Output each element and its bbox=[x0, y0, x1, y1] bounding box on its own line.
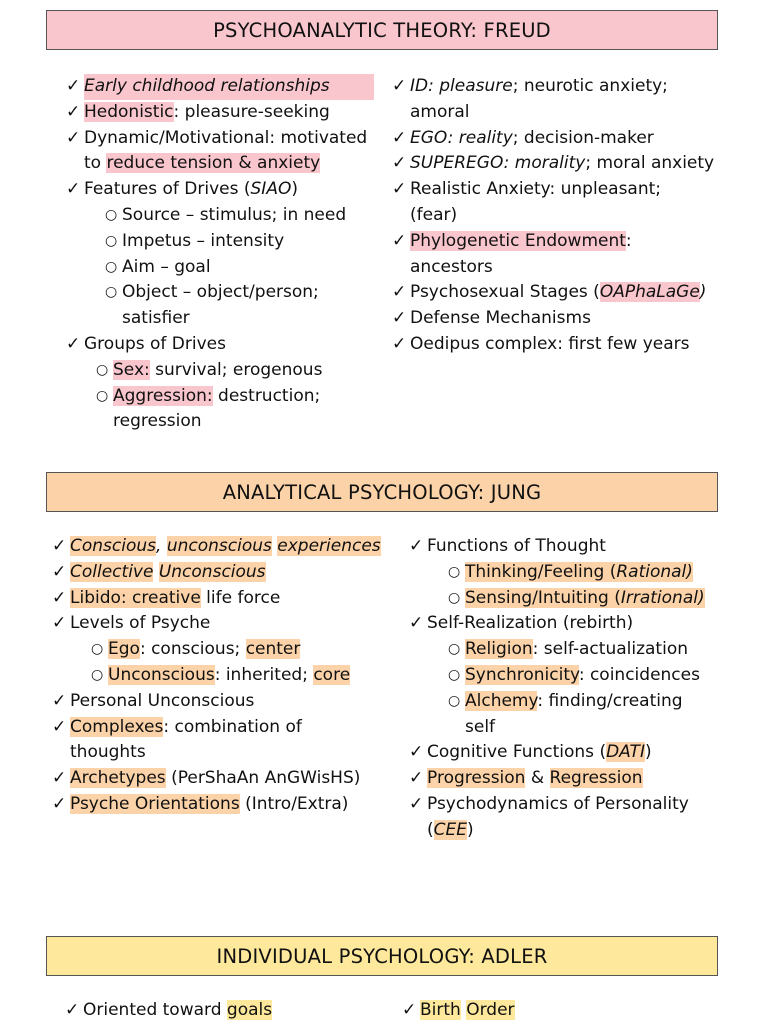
item-text: Personal Unconscious bbox=[70, 690, 255, 711]
item-text: amoral bbox=[410, 101, 470, 122]
item-text: Thinking/Feeling ( bbox=[465, 561, 617, 582]
item-text: ; moral anxiety bbox=[585, 153, 715, 174]
freud-section-header: PSYCHOANALYTIC THEORY: FREUD bbox=[46, 10, 718, 50]
check-icon: ✓ bbox=[52, 561, 67, 582]
item-text: Archetypes bbox=[70, 768, 166, 789]
list-item bbox=[392, 229, 714, 255]
list-item bbox=[427, 818, 705, 844]
item-text: Realistic Anxiety: unpleasant; bbox=[410, 179, 662, 200]
item-text: ancestors bbox=[410, 256, 493, 277]
item-text: Collective bbox=[70, 561, 154, 582]
item-text: reduce tension & anxiety bbox=[106, 153, 321, 174]
item-text: Sex: bbox=[113, 359, 150, 380]
item-text: : self-actualization bbox=[532, 639, 688, 660]
item-text: Early childhood relationships bbox=[84, 76, 330, 96]
circle-bullet-icon: ○ bbox=[91, 641, 104, 658]
check-icon: ✓ bbox=[409, 768, 424, 789]
item-text: experiences bbox=[277, 536, 381, 556]
item-text: Synchronicity bbox=[465, 664, 579, 685]
item-text: Aim – goal bbox=[122, 256, 211, 277]
item-text: : pleasure-seeking bbox=[173, 101, 330, 122]
list-item bbox=[448, 663, 705, 689]
list-item bbox=[392, 332, 714, 358]
circle-bullet-icon: ○ bbox=[105, 206, 118, 223]
adler-left-column bbox=[65, 998, 273, 1024]
item-text: Religion bbox=[465, 639, 533, 660]
jung-section-header: ANALYTICAL PSYCHOLOGY: JUNG bbox=[46, 472, 718, 512]
list-item bbox=[65, 998, 273, 1024]
item-text: regression bbox=[113, 411, 202, 432]
check-icon: ✓ bbox=[392, 127, 407, 148]
item-text: Oriented toward bbox=[83, 1000, 227, 1020]
list-item bbox=[52, 689, 381, 715]
list-item bbox=[448, 586, 705, 612]
check-icon: ✓ bbox=[392, 153, 407, 174]
item-text: : inherited; bbox=[214, 664, 314, 685]
list-item bbox=[122, 306, 374, 332]
list-item bbox=[113, 409, 374, 435]
item-text: Aggression: bbox=[113, 385, 213, 406]
list-item bbox=[392, 280, 714, 306]
check-icon: ✓ bbox=[65, 1000, 80, 1020]
list-item bbox=[52, 766, 381, 792]
item-text: SUPEREGO: morality bbox=[410, 153, 586, 174]
item-text: Impetus – intensity bbox=[122, 230, 285, 251]
list-item bbox=[392, 126, 714, 152]
item-text: ) bbox=[467, 819, 474, 840]
list-item bbox=[105, 280, 374, 306]
item-text: Irrational) bbox=[620, 587, 705, 608]
item-text: SIAO bbox=[250, 179, 292, 200]
item-text: Psychosexual Stages ( bbox=[410, 282, 600, 303]
check-icon: ✓ bbox=[409, 613, 424, 634]
list-item bbox=[52, 586, 381, 612]
item-text: & bbox=[525, 768, 550, 789]
check-icon: ✓ bbox=[66, 333, 81, 354]
item-text: Self-Realization (rebirth) bbox=[427, 613, 634, 634]
list-item bbox=[66, 100, 374, 126]
item-text: Phylogenetic Endowment bbox=[410, 230, 626, 251]
list-item bbox=[410, 255, 714, 281]
list-item bbox=[66, 177, 374, 203]
item-text: EGO: reality bbox=[410, 127, 513, 148]
item-text: Libido: creative bbox=[70, 587, 201, 608]
check-icon: ✓ bbox=[66, 101, 81, 122]
check-icon: ✓ bbox=[409, 742, 424, 763]
check-icon: ✓ bbox=[52, 716, 67, 737]
list-item bbox=[410, 100, 714, 126]
list-item bbox=[91, 663, 381, 689]
item-text: Sensing/Intuiting ( bbox=[465, 587, 621, 608]
freud-left-column bbox=[66, 74, 374, 435]
item-text: Groups of Drives bbox=[84, 333, 226, 354]
item-text: Levels of Psyche bbox=[70, 613, 211, 634]
circle-bullet-icon: ○ bbox=[448, 666, 461, 683]
item-text: ) bbox=[644, 742, 652, 763]
item-text: life force bbox=[200, 587, 281, 608]
item-text: Source – stimulus; in need bbox=[122, 204, 347, 225]
item-text: Birth bbox=[420, 1000, 461, 1020]
check-icon: ✓ bbox=[392, 179, 407, 200]
item-text: Psychodynamics of Personality bbox=[427, 793, 689, 814]
list-item bbox=[448, 689, 705, 715]
list-item bbox=[448, 637, 705, 663]
item-text: destruction; bbox=[212, 385, 321, 406]
check-icon: ✓ bbox=[409, 793, 424, 814]
check-icon: ✓ bbox=[402, 1000, 417, 1020]
list-item bbox=[410, 203, 714, 229]
item-text: Defense Mechanisms bbox=[410, 308, 591, 329]
item-text: ) bbox=[291, 179, 298, 200]
item-text: ; decision-maker bbox=[512, 127, 654, 148]
check-icon: ✓ bbox=[52, 690, 67, 711]
item-text: core bbox=[313, 664, 351, 685]
check-icon: ✓ bbox=[66, 76, 81, 96]
list-item bbox=[70, 740, 381, 766]
item-text: : conscious; bbox=[139, 639, 246, 660]
circle-bullet-icon: ○ bbox=[448, 589, 461, 606]
item-text: : bbox=[625, 230, 632, 251]
check-icon: ✓ bbox=[392, 76, 407, 96]
list-item bbox=[409, 611, 705, 637]
list-item bbox=[105, 255, 374, 281]
check-icon: ✓ bbox=[392, 308, 407, 329]
item-text: to bbox=[84, 153, 107, 174]
list-item bbox=[448, 560, 705, 586]
list-item bbox=[52, 715, 381, 741]
item-text: Unconscious bbox=[158, 561, 266, 582]
list-item bbox=[52, 534, 381, 560]
item-text: Regression bbox=[549, 768, 643, 789]
list-item bbox=[52, 792, 381, 818]
item-text: Rational) bbox=[616, 561, 693, 582]
circle-bullet-icon: ○ bbox=[96, 361, 109, 378]
item-text: CEE bbox=[433, 819, 467, 840]
freud-right-column bbox=[392, 74, 715, 358]
item-text: ( bbox=[427, 819, 434, 840]
item-text: Features of Drives ( bbox=[84, 179, 251, 200]
check-icon: ✓ bbox=[52, 587, 67, 608]
item-text: Functions of Thought bbox=[427, 536, 606, 556]
circle-bullet-icon: ○ bbox=[91, 666, 104, 683]
check-icon: ✓ bbox=[52, 793, 67, 814]
check-icon: ✓ bbox=[52, 536, 67, 556]
check-icon: ✓ bbox=[409, 536, 424, 556]
item-text: Object – object/person; bbox=[122, 282, 319, 303]
list-item bbox=[96, 384, 374, 410]
item-text: Order bbox=[466, 1000, 515, 1020]
freud-left-clip bbox=[60, 74, 390, 438]
item-text: Progression bbox=[427, 768, 526, 789]
item-text: Cognitive Functions ( bbox=[427, 742, 607, 763]
item-text: survival; erogenous bbox=[149, 359, 323, 380]
item-text: Complexes bbox=[70, 716, 164, 737]
item-text: goals bbox=[226, 1000, 273, 1020]
list-item bbox=[409, 740, 705, 766]
item-text: : finding/creating bbox=[537, 690, 683, 711]
circle-bullet-icon: ○ bbox=[105, 232, 118, 249]
item-text: Psyche Orientations bbox=[70, 793, 240, 814]
circle-bullet-icon: ○ bbox=[105, 284, 118, 301]
list-item bbox=[392, 151, 715, 177]
check-icon: ✓ bbox=[392, 282, 407, 303]
circle-bullet-icon: ○ bbox=[448, 641, 461, 658]
circle-bullet-icon: ○ bbox=[96, 387, 109, 404]
list-item bbox=[91, 637, 381, 663]
list-item bbox=[105, 229, 374, 255]
list-item bbox=[52, 611, 381, 637]
list-item bbox=[392, 306, 714, 332]
item-text: center bbox=[245, 639, 301, 660]
adler-right-column bbox=[402, 998, 515, 1024]
list-item bbox=[409, 766, 705, 792]
item-text: Unconscious bbox=[108, 664, 215, 685]
list-item bbox=[66, 74, 374, 100]
item-text: DATI bbox=[606, 742, 645, 763]
item-text: ) bbox=[699, 282, 707, 303]
item-text: satisfier bbox=[122, 308, 190, 329]
item-text: Ego bbox=[108, 639, 140, 660]
jung-left-column bbox=[52, 534, 381, 818]
item-text: Alchemy bbox=[465, 690, 538, 711]
check-icon: ✓ bbox=[392, 333, 407, 354]
list-item bbox=[66, 332, 374, 358]
item-text: OAPhaLaGe bbox=[599, 282, 700, 303]
item-text: Oedipus complex: first few years bbox=[410, 333, 690, 354]
list-item bbox=[409, 534, 705, 560]
list-item bbox=[465, 715, 705, 741]
item-text: (fear) bbox=[410, 204, 458, 225]
item-text: : coincidences bbox=[578, 664, 700, 685]
item-text: unconscious bbox=[166, 536, 272, 556]
item-text: (Intro/Extra) bbox=[239, 793, 349, 814]
item-text: ID: pleasure bbox=[410, 76, 513, 96]
list-item bbox=[66, 126, 374, 152]
jung-right-column bbox=[409, 534, 705, 844]
item-text: ; neurotic anxiety; bbox=[512, 76, 668, 96]
adler-section-header: INDIVIDUAL PSYCHOLOGY: ADLER bbox=[46, 936, 718, 976]
circle-bullet-icon: ○ bbox=[448, 563, 461, 580]
item-text: : combination of bbox=[163, 716, 302, 737]
item-text: (PerShaAn AnGWisHS) bbox=[165, 768, 361, 789]
item-text: Hedonistic bbox=[84, 101, 174, 122]
check-icon: ✓ bbox=[52, 768, 67, 789]
list-item bbox=[52, 560, 381, 586]
list-item bbox=[402, 998, 515, 1024]
list-item bbox=[96, 358, 374, 384]
item-text: thoughts bbox=[70, 742, 146, 763]
list-item bbox=[105, 203, 374, 229]
check-icon: ✓ bbox=[66, 179, 81, 200]
item-text: self bbox=[465, 716, 496, 737]
circle-bullet-icon: ○ bbox=[105, 258, 118, 275]
item-text: Dynamic/Motivational: motivated bbox=[84, 127, 368, 148]
item-text: , bbox=[156, 536, 167, 556]
list-item bbox=[392, 177, 714, 203]
circle-bullet-icon: ○ bbox=[448, 692, 461, 709]
item-text: Conscious bbox=[70, 536, 157, 556]
check-icon: ✓ bbox=[392, 230, 407, 251]
list-item bbox=[392, 74, 714, 100]
check-icon: ✓ bbox=[52, 613, 67, 634]
list-item bbox=[84, 151, 374, 177]
list-item bbox=[409, 792, 705, 818]
check-icon: ✓ bbox=[66, 127, 81, 148]
